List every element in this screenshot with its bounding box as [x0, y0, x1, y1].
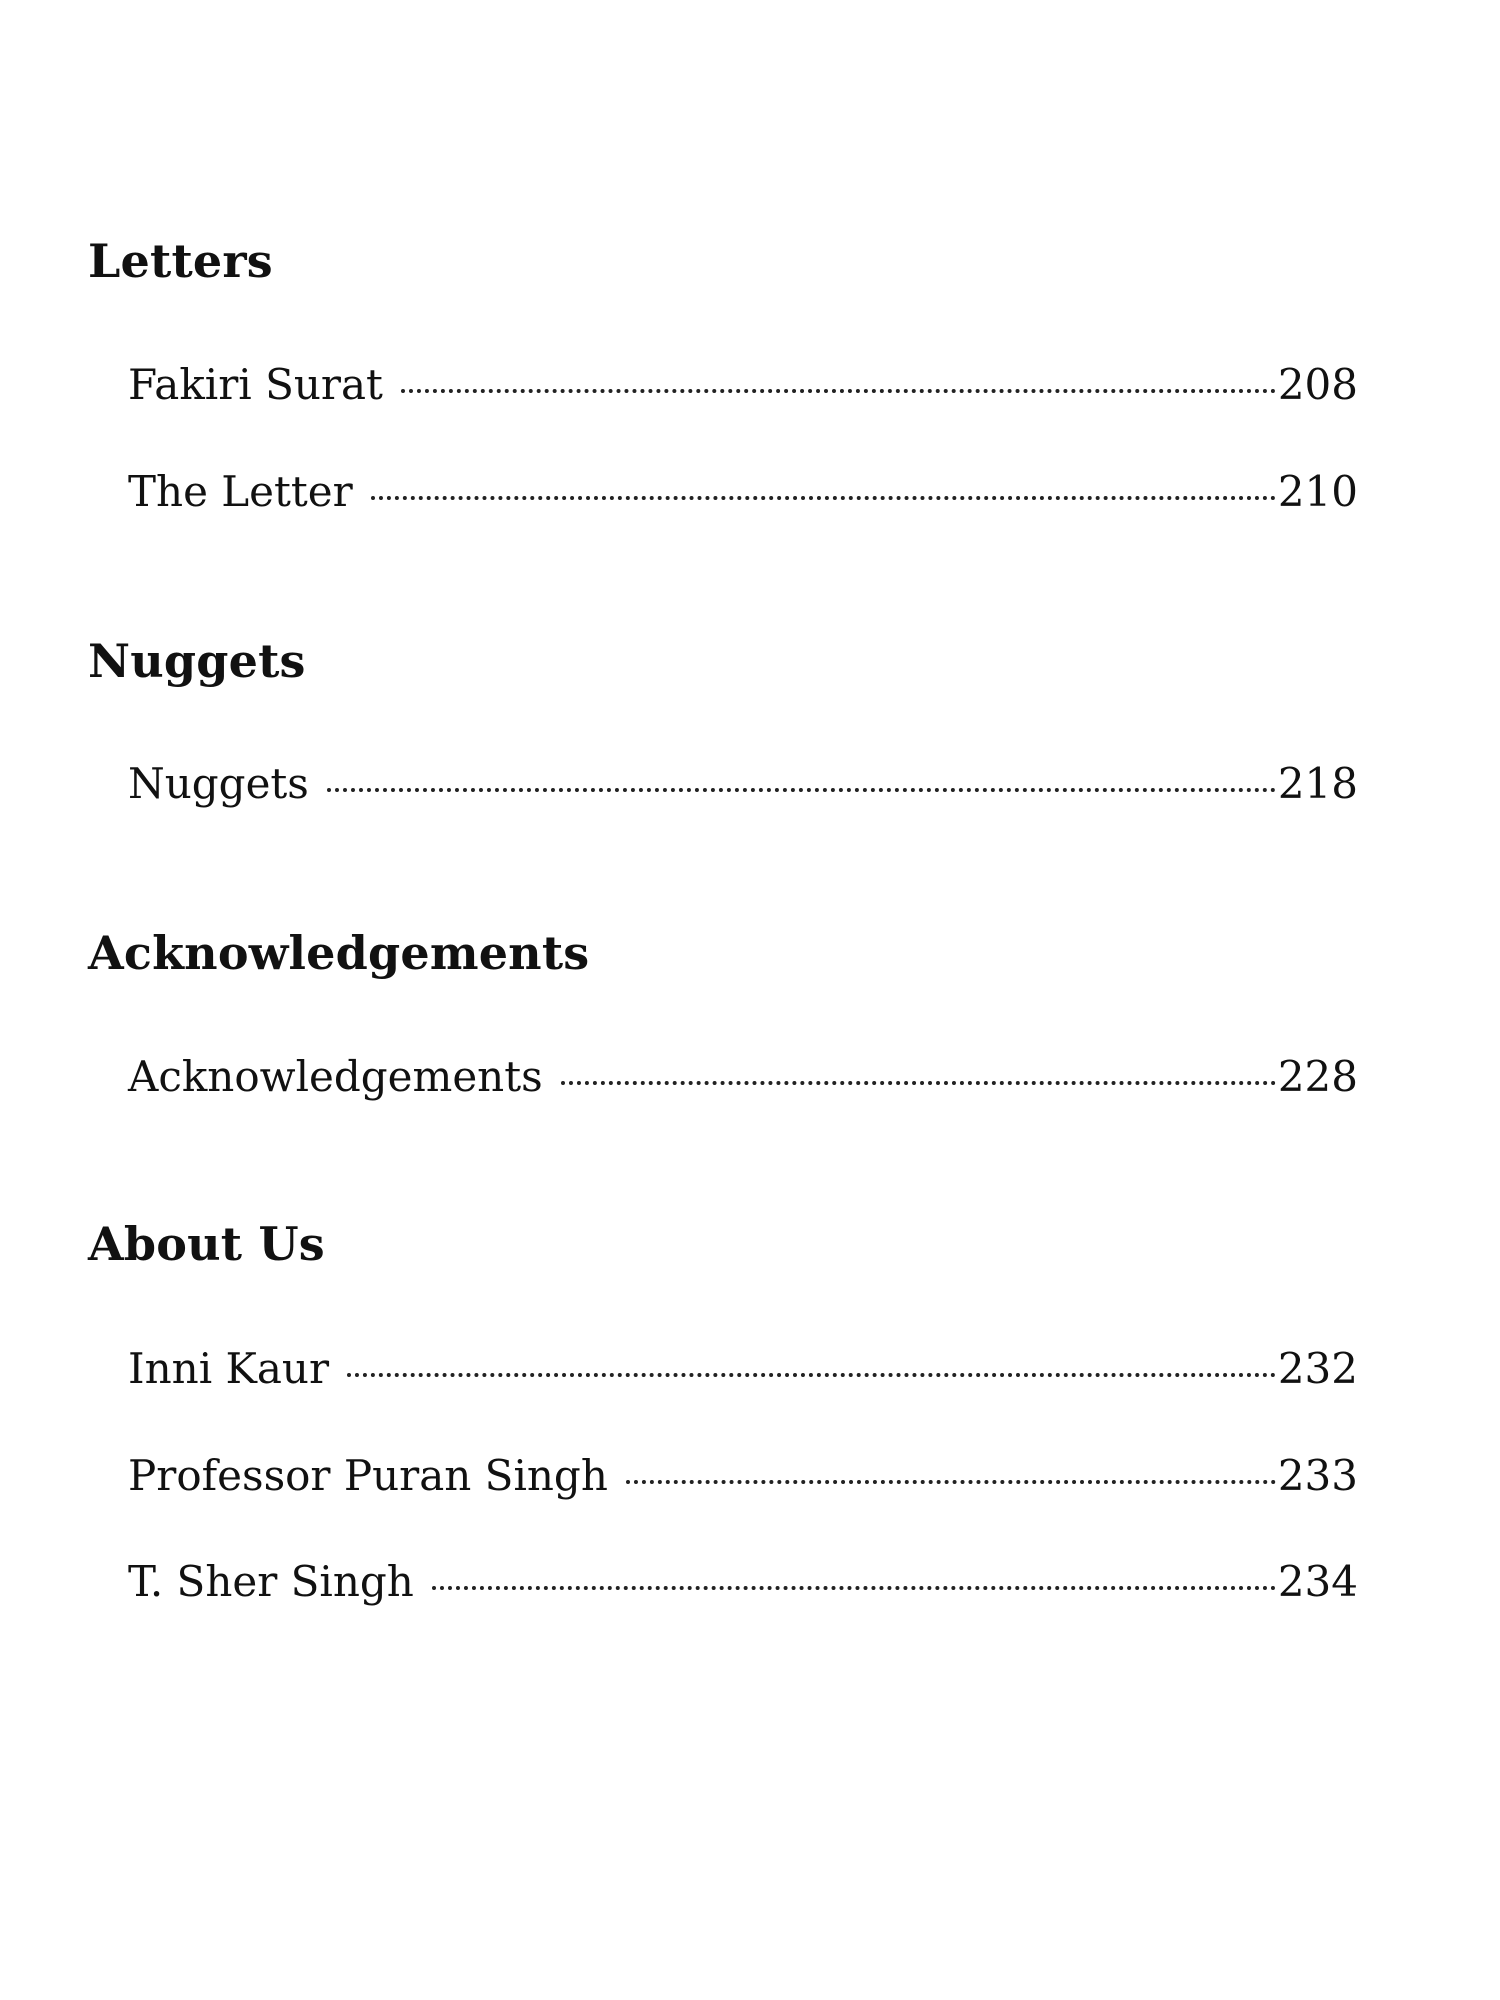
toc-entry-nuggets[interactable]: [128, 759, 1358, 808]
toc-entry-page-number: 233: [1277, 1451, 1358, 1500]
toc-entry-acknowledgements[interactable]: [128, 1052, 1358, 1101]
dot-leader: [561, 1081, 1276, 1085]
toc-entry-title: Acknowledgements: [128, 1052, 543, 1101]
toc-entry-title: Fakiri Surat: [128, 360, 383, 409]
toc-entry-title: Nuggets: [128, 759, 309, 808]
toc-entry-page-number: 234: [1277, 1557, 1358, 1606]
toc-entry-title: Inni Kaur: [128, 1344, 330, 1393]
section-heading-about-us: About Us: [88, 1217, 325, 1271]
dot-leader: [327, 788, 1276, 792]
toc-entry-the-letter[interactable]: [128, 467, 1358, 516]
toc-entry-title: T. Sher Singh: [128, 1557, 414, 1606]
dot-leader: [347, 1373, 1276, 1377]
toc-entry-fakiri-surat[interactable]: [128, 360, 1358, 409]
dot-leader: [432, 1586, 1276, 1590]
section-heading-nuggets: Nuggets: [88, 634, 306, 688]
toc-entry-page-number: 218: [1277, 759, 1358, 808]
section-heading-letters: Letters: [88, 234, 273, 288]
toc-entry-page-number: 228: [1277, 1052, 1358, 1101]
toc-entry-title: The Letter: [128, 467, 353, 516]
toc-entry-t-sher-singh[interactable]: [128, 1557, 1358, 1606]
dot-leader: [626, 1480, 1276, 1484]
dot-leader: [371, 496, 1276, 500]
dot-leader: [401, 389, 1276, 393]
section-heading-acknowledgements: Acknowledgements: [88, 926, 590, 980]
toc-entry-title: Professor Puran Singh: [128, 1451, 608, 1500]
toc-entry-professor-puran-singh[interactable]: [128, 1451, 1358, 1500]
toc-entry-page-number: 210: [1277, 467, 1358, 516]
toc-entry-page-number: 232: [1277, 1344, 1358, 1393]
toc-entry-inni-kaur[interactable]: [128, 1344, 1358, 1393]
toc-entry-page-number: 208: [1277, 360, 1358, 409]
